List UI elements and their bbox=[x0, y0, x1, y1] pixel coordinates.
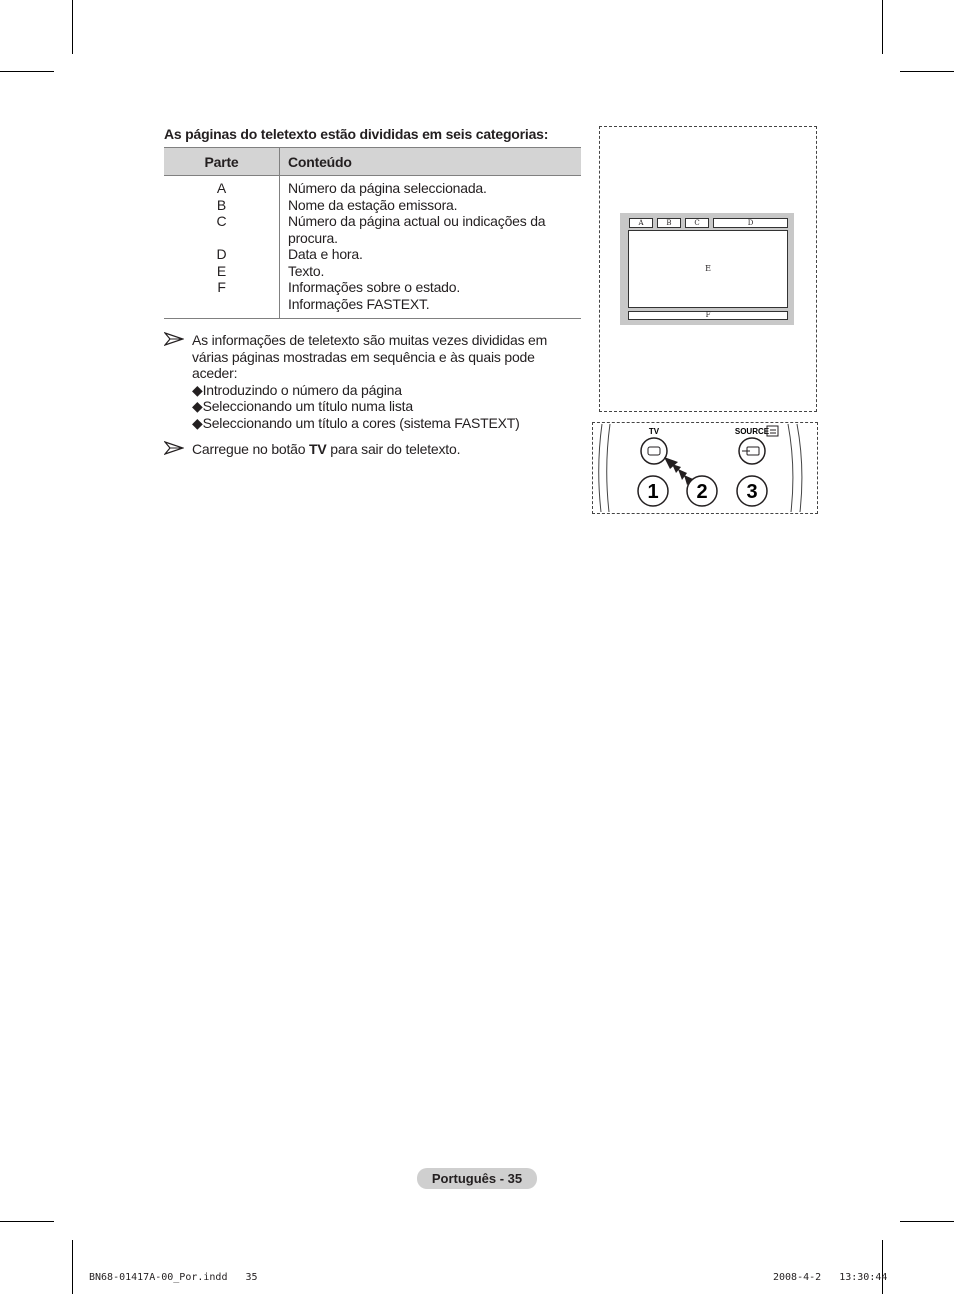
part-label: F bbox=[217, 279, 226, 295]
print-slug-date: 2008-4-2 13:30:44 bbox=[773, 1272, 888, 1283]
note-exit-teletext bbox=[164, 441, 572, 458]
part-label: D bbox=[216, 246, 227, 262]
segment-a: A bbox=[629, 218, 653, 228]
content-line: Informações sobre o estado. bbox=[288, 279, 461, 295]
content-line: Data e hora. bbox=[288, 246, 363, 262]
note-text: Carregue no botão bbox=[192, 441, 310, 457]
content-line: Informações FASTEXT. bbox=[288, 295, 430, 312]
column-header-part: Parte bbox=[164, 148, 280, 176]
crop-mark bbox=[72, 0, 73, 54]
page-number-badge: Português - 35 bbox=[417, 1168, 537, 1189]
pointer-arrow-icon bbox=[664, 457, 693, 485]
number-key-3[interactable] bbox=[737, 476, 767, 506]
crop-mark bbox=[0, 1221, 54, 1222]
bullet-item: ◆ Seleccionando um título numa lista bbox=[192, 398, 572, 415]
part-label: C bbox=[216, 213, 227, 229]
part-label: A bbox=[216, 180, 227, 196]
crop-mark bbox=[900, 1221, 954, 1222]
source-key[interactable] bbox=[739, 438, 765, 464]
part-label bbox=[164, 230, 279, 247]
number-key-label: 1 bbox=[647, 481, 659, 503]
content-line: Número da página seleccionada. bbox=[288, 180, 487, 196]
number-key-2[interactable] bbox=[687, 476, 717, 506]
content-line: Número da página actual ou indicações da bbox=[288, 213, 546, 229]
note-arrow-icon bbox=[164, 441, 184, 455]
section-heading: As páginas do teletexto estão divididas em seis categorias: bbox=[164, 126, 549, 142]
column-header-content: Conteúdo bbox=[280, 148, 582, 176]
crop-mark bbox=[0, 71, 54, 72]
contents-cell bbox=[280, 176, 582, 319]
content-line: Texto. bbox=[288, 262, 325, 279]
tv-key[interactable] bbox=[641, 438, 667, 464]
print-slug-file: BN68-01417A-00_Por.indd 35 bbox=[89, 1272, 258, 1283]
note-teletext-pages bbox=[164, 332, 572, 431]
source-key-label: SOURCE bbox=[734, 427, 770, 436]
segment-e: E bbox=[705, 264, 711, 273]
note-line: várias páginas mostradas em sequência e às quais pode bbox=[192, 348, 535, 365]
part-label bbox=[164, 296, 279, 313]
remote-control-illustration bbox=[592, 422, 818, 514]
part-label: B bbox=[216, 196, 227, 213]
parts-cell bbox=[164, 176, 280, 319]
note-arrow-icon bbox=[164, 332, 184, 346]
note-line: aceder: bbox=[192, 365, 238, 381]
tv-key-label: TV bbox=[648, 427, 660, 436]
content-line: Nome da estação emissora. bbox=[288, 196, 458, 213]
crop-mark bbox=[882, 1240, 883, 1294]
note-text: para sair do teletexto. bbox=[326, 441, 461, 457]
content-line: procura. bbox=[288, 229, 338, 246]
table-row bbox=[164, 176, 581, 319]
note-line: As informações de teletexto são muitas vezes divididas em bbox=[192, 332, 548, 348]
part-label: E bbox=[216, 262, 227, 279]
number-key-label: 2 bbox=[696, 481, 708, 503]
crop-mark bbox=[72, 1240, 73, 1294]
segment-b: B bbox=[657, 218, 681, 228]
bullet-item: ◆ Seleccionando um título a cores (sistema FASTEXT) bbox=[192, 415, 572, 432]
number-key-1[interactable] bbox=[638, 476, 668, 506]
number-key-label: 3 bbox=[746, 481, 758, 503]
segment-c: C bbox=[685, 218, 709, 228]
bullet-item: ◆ Introduzindo o número da página bbox=[192, 382, 572, 399]
crop-mark bbox=[882, 0, 883, 54]
segment-f: F bbox=[628, 311, 788, 320]
segment-d: D bbox=[713, 218, 788, 228]
crop-mark bbox=[900, 71, 954, 72]
categories-table bbox=[164, 147, 581, 319]
tv-button-label: TV bbox=[309, 441, 327, 457]
